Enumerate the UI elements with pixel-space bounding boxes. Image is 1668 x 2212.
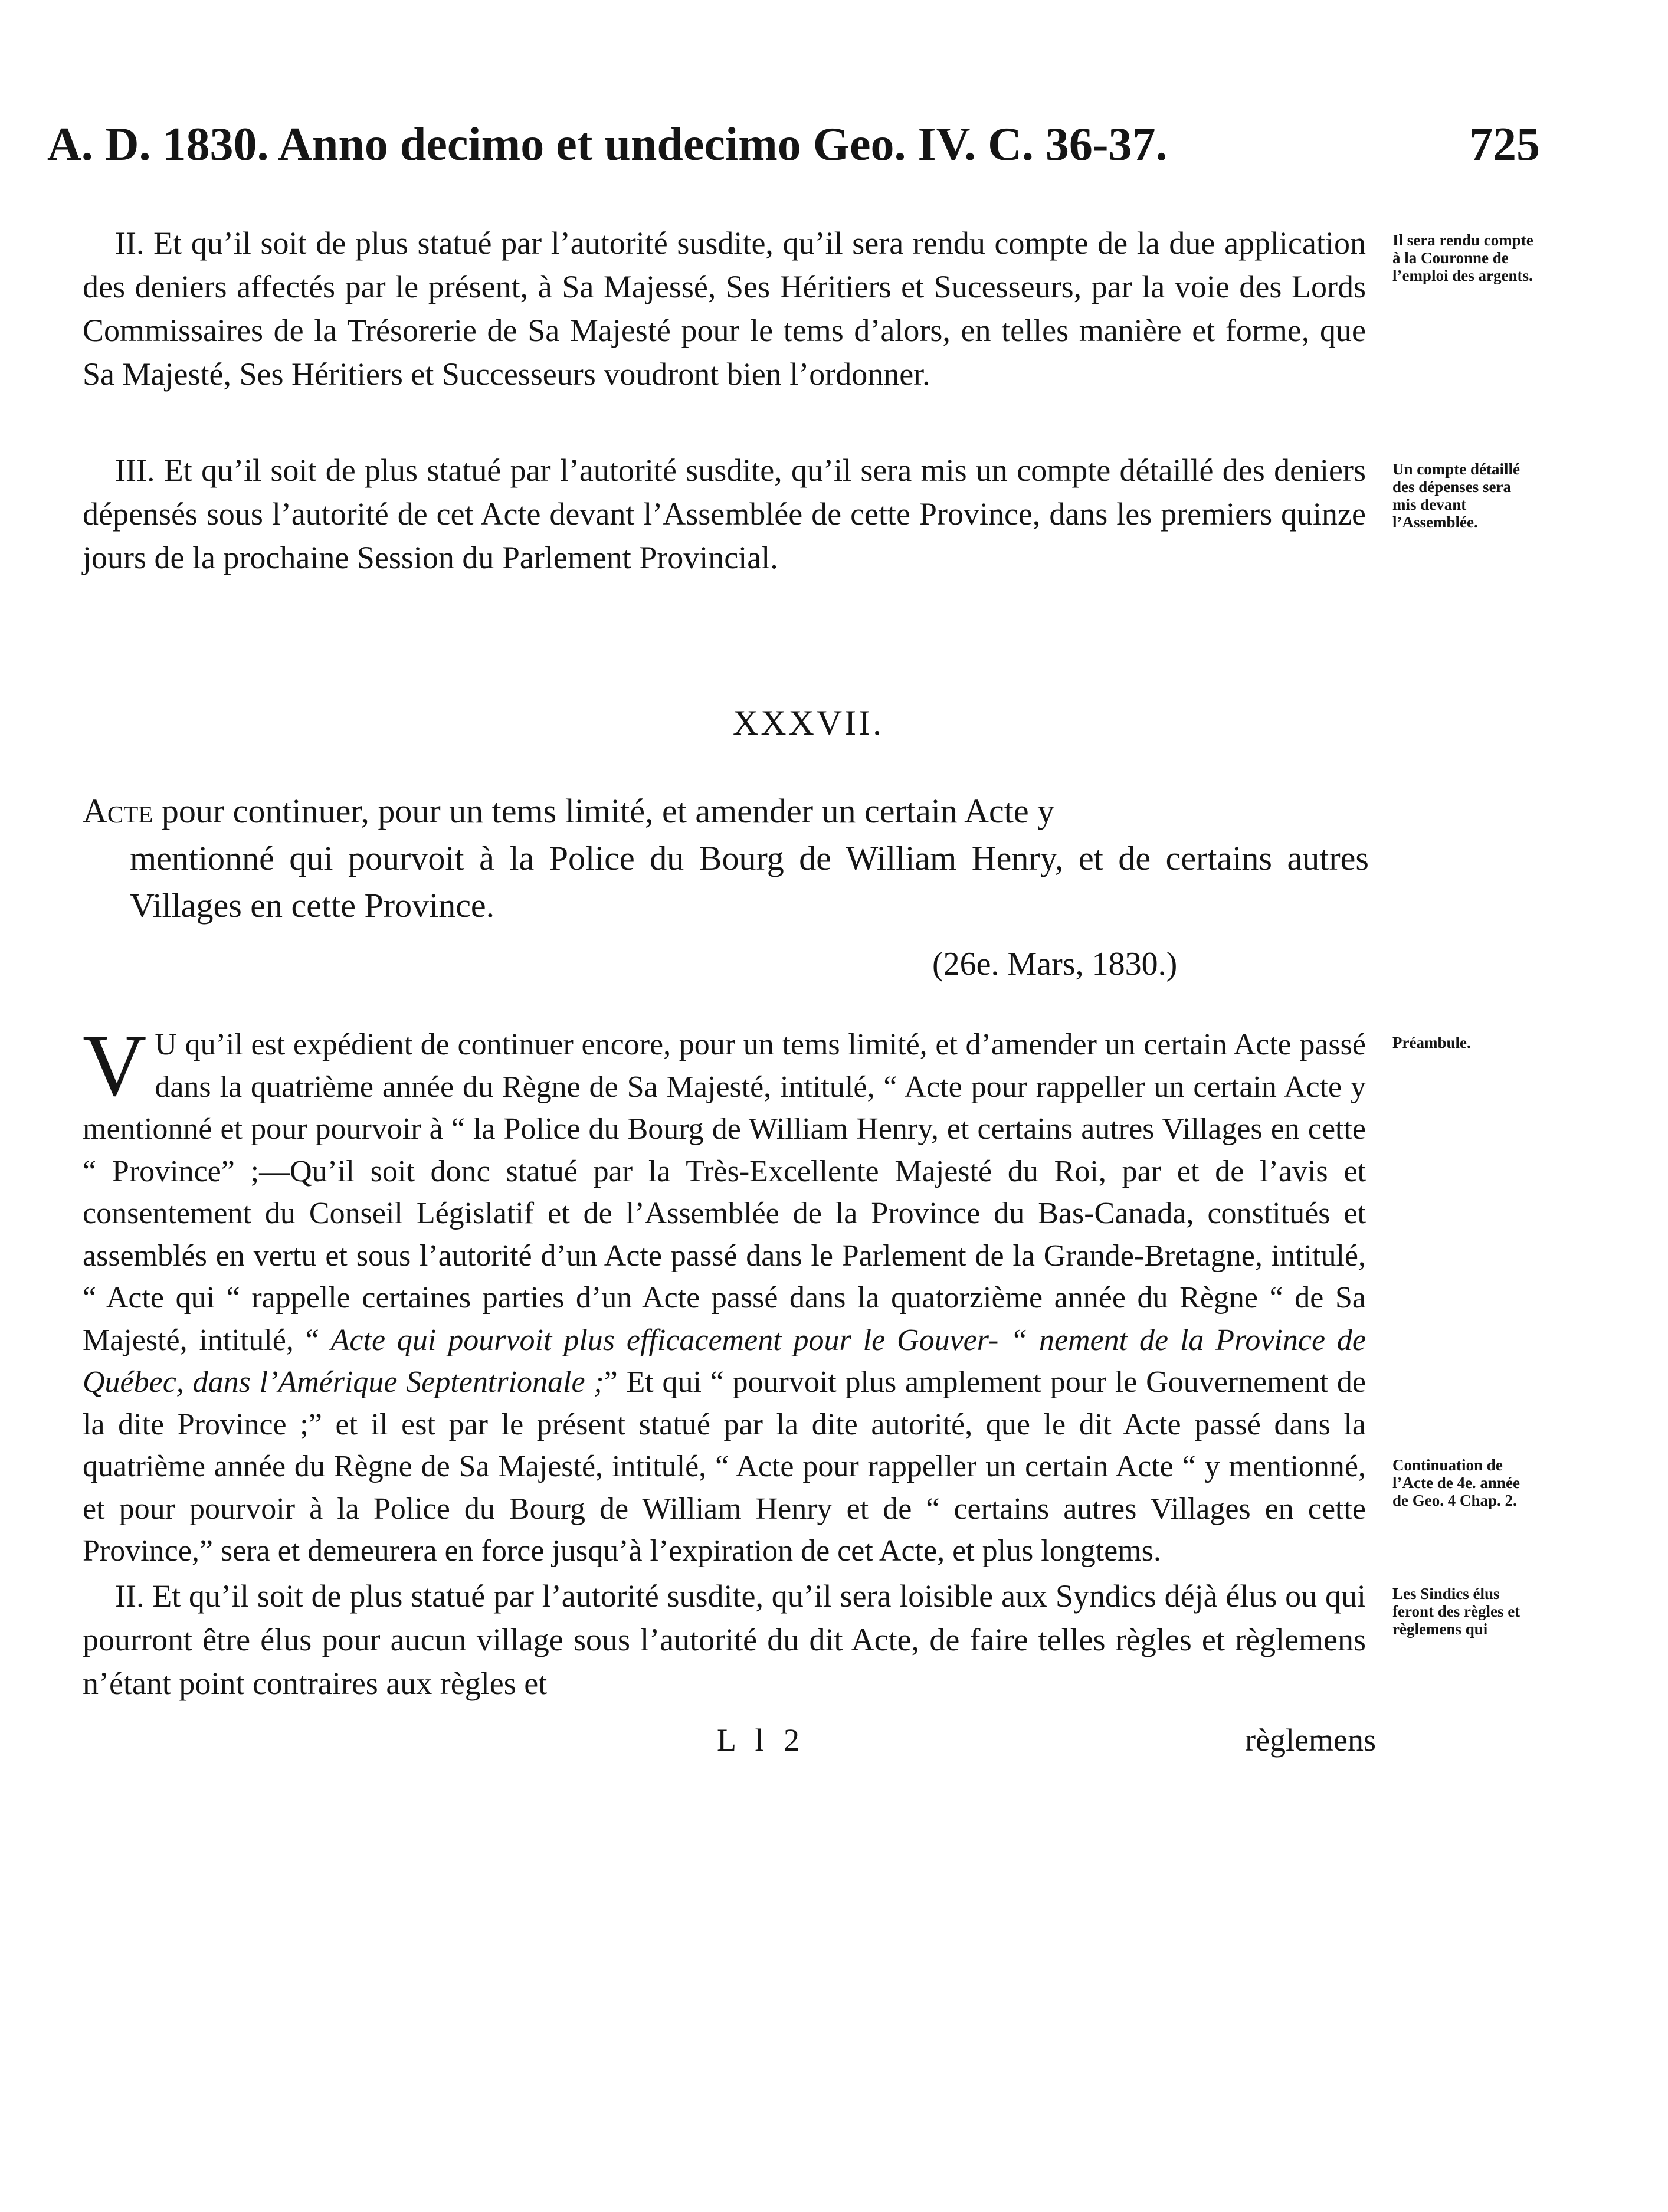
margin-note-section-ii: Il sera rendu compte à la Couronne de l’emploi des argents. xyxy=(1392,231,1533,284)
page-number: 725 xyxy=(1469,119,1540,171)
preamble-text-before-italic: U qu’il est expédient de continuer encore, pour un tems limité, et d’amender un certain Acte passé dans la quatrième année du Règne de Sa Majesté, intitulé, “ Acte pour rappeller un certain Acte y mentionné et pour pourvoir à “ la Police du Bourg de William Henry, et certains autres Villages en cette “ Province” ;—Qu’il soit donc statué par la Très-Excellente Majesté du Roi, par et de l’avis et consentement du Conseil Législatif et de l’Assemblée de la Province du Bas-Canada, constitués et assemblés en vertu et sous l’autorité d’un Acte passé dans le Parlement de la Grande-Bretagne, intitulé, “ Acte qui “ rappelle certaines parties d’un Acte passé dans la quatorzième année du Règne “ de Sa Majesté, intitulé, “ xyxy=(83,1028,1366,1357)
header-title: A. D. 1830. Anno decimo et undecimo Geo. IV. C. 36-37. xyxy=(47,119,1168,171)
preamble-paragraph xyxy=(83,1017,1366,1572)
section-ii-text: II. Et qu’il soit de plus statué par l’autorité susdite, qu’il sera rendu compte de la due application des deniers affectés par le présent, à Sa Majessé, Ses Héritiers et Sucesseurs, par la voie des Lords Commissaires de la Trésorerie de Sa Majesté pour le tems d’alors, en telles manière et forme, que Sa Majesté, Ses Héritiers et Successeurs voudront bien l’ordonner. xyxy=(83,225,1366,392)
margin-note-section-iii: Un compte détaillé des dépenses sera mis devant l’Assemblée. xyxy=(1392,460,1520,531)
running-header xyxy=(47,109,1540,180)
act-title-first-line-rest: pour continuer, pour un tems limité, et amender un certain Acte y xyxy=(153,792,1055,830)
signature-mark: L l 2 xyxy=(717,1722,805,1758)
section-ii-paragraph xyxy=(83,221,1366,396)
act-title xyxy=(83,788,1369,929)
margin-note-section-ii-second: Les Sindics élus feront des règles et règlemens qui xyxy=(1392,1585,1520,1638)
catchword: règlemens xyxy=(1245,1722,1376,1758)
section-ii-second-text: II. Et qu’il soit de plus statué par l’autorité susdite, qu’il sera loisible aux Syndics déjà élus ou qui pourront être élus pour aucun village sous l’autorité du dit Acte, de faire telles règles et règlemens n’étant point contraires aux règles et xyxy=(83,1578,1366,1701)
margin-note-continuation: Continuation de l’Acte de 4e. année de Geo. 4 Chap. 2. xyxy=(1392,1456,1520,1509)
drop-cap: V xyxy=(83,1017,147,1115)
act-date: (26e. Mars, 1830.) xyxy=(932,946,1178,982)
act-title-first-word: Acte xyxy=(83,792,153,830)
act-title-first-line xyxy=(83,788,1369,835)
act-title-rest: mentionné qui pourvoit à la Police du Bourg de William Henry, et de certains autres Villages en cette Province. xyxy=(130,839,1369,925)
margin-note-preamble: Préambule. xyxy=(1392,1034,1471,1051)
section-ii-second-paragraph xyxy=(83,1574,1366,1705)
preamble-italic-title: Acte qui pourvoit plus efficacement pour le Gouver- “ nement de la Province de Québec, dans l’Amérique Septentrionale ; xyxy=(83,1323,1366,1399)
section-iii-paragraph xyxy=(83,448,1366,579)
preamble-text-after-italic: ” Et qui “ pourvoit plus amplement pour le Gouvernement de la dite Province ;” et il est par le présent statué par la dite autorité, que le dit Acte passé dans la quatrième année du Règne de Sa Majesté, intitulé, “ Acte pour rappeller un certain Acte “ y mentionné, et pour pourvoir à la Police du Bourg de William Henry et de “ certains autres Villages en cette Province,” sera et demeurera en force jusqu’à l’expiration de cet Acte, et plus longtems. xyxy=(83,1365,1366,1568)
act-number: XXXVII. xyxy=(732,703,884,742)
section-iii-text: III. Et qu’il soit de plus statué par l’autorité susdite, qu’il sera mis un compte détaillé des deniers dépensés sous l’autorité de cet Acte devant l’Assemblée de cette Province, dans les premiers quinze jours de la prochaine Session du Parlement Provincial. xyxy=(83,453,1366,575)
